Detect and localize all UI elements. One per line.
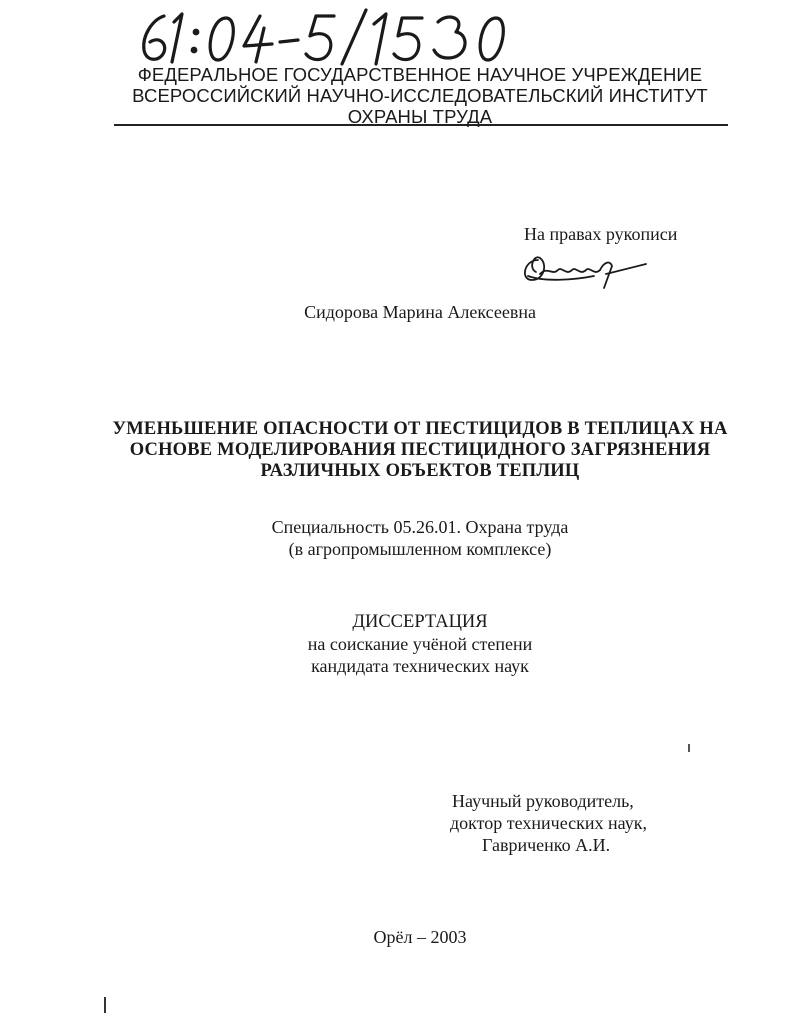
scan-artifact — [688, 744, 690, 752]
dissertation-title — [90, 419, 750, 482]
institution-header — [100, 64, 740, 127]
institution-line-3: ОХРАНЫ ТРУДА — [347, 106, 493, 127]
handwritten-catalog-code — [130, 6, 520, 68]
place-and-year: Орёл – 2003 — [373, 927, 467, 947]
author-name: Сидорова Марина Алексеевна — [304, 302, 536, 322]
scan-edge-mark — [104, 997, 106, 1013]
specialty-line-2: (в агропромышленном комплексе) — [288, 539, 552, 559]
institution-line-2: ВСЕРОССИЙСКИЙ НАУЧНО-ИССЛЕДОВАТЕЛЬСКИЙ ИНСТИТУТ — [132, 85, 708, 106]
title-line-1: УМЕНЬШЕНИЕ ОПАСНОСТИ ОТ ПЕСТИЦИДОВ В ТЕПЛИЦАХ НА — [112, 419, 728, 439]
handwritten-catalog-code-drawing — [130, 6, 520, 68]
supervisor-line-3: Гавриченко А.И. — [482, 835, 611, 855]
title-line-2: ОСНОВЕ МОДЕЛИРОВАНИЯ ПЕСТИЦИДНОГО ЗАГРЯЗНЕНИЯ — [129, 440, 711, 460]
institution-line-1: ФЕДЕРАЛЬНОЕ ГОСУДАРСТВЕННОЕ НАУЧНОЕ УЧРЕЖДЕНИЕ — [137, 64, 703, 85]
title-line-3: РАЗЛИЧНЫХ ОБЪЕКТОВ ТЕПЛИЦ — [260, 461, 580, 481]
signature-drawing — [514, 246, 654, 292]
manuscript-note: На правах рукописи — [524, 224, 678, 244]
header-divider — [114, 124, 728, 126]
supervisor-block — [440, 790, 740, 856]
degree-line-2: кандидата технических наук — [311, 656, 529, 676]
supervisor-line-2: доктор технических наук, — [450, 813, 647, 833]
degree-heading: ДИССЕРТАЦИЯ — [352, 612, 488, 632]
specialty-line-1: Специальность 05.26.01. Охрана труда — [271, 517, 569, 537]
supervisor-line-1: Научный руководитель, — [452, 791, 634, 811]
degree-block — [100, 611, 740, 677]
handwritten-signature — [514, 246, 654, 292]
specialty-block — [100, 516, 740, 560]
degree-line-1: на соискание учёной степени — [307, 634, 533, 654]
